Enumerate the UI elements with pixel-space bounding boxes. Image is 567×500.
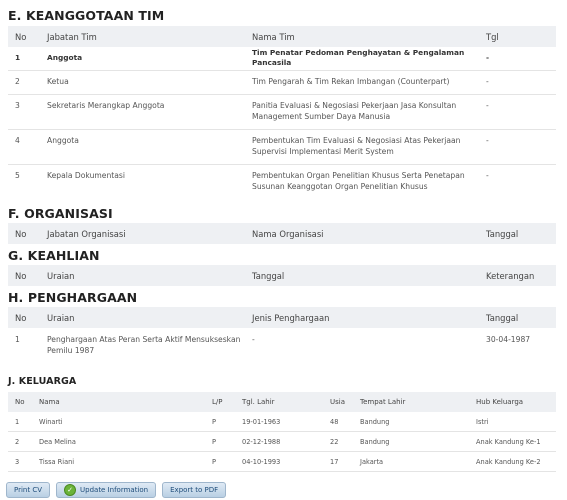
table-row: 1 Anggota Tim Penatar Pedoman Penghayatan & Pengalaman Pancasila - <box>8 47 556 70</box>
print-cv-button[interactable]: Print CV <box>6 482 50 498</box>
table-header: No Uraian Tanggal Keterangan <box>8 265 556 286</box>
table-row: 2 Ketua Tim Pengarah & Tim Rekan Imbangan (Counterpart) - <box>8 70 556 94</box>
table-header: No Jabatan Organisasi Nama Organisasi Tanggal <box>8 223 556 244</box>
team-membership-table <box>8 26 556 199</box>
update-information-button[interactable]: ✓ Update Information <box>56 482 156 498</box>
section-g-title: G. KEAHLIAN <box>8 248 100 263</box>
table-row: 1 Penghargaan Atas Peran Serta Aktif Mensukseskan Pemilu 1987 - 30-04-1987 <box>15 335 531 355</box>
table-row: 5 Kepala Dokumentasi Pembentukan Organ Penelitian Khusus Serta Penetapan Susunan Keanggotan Organ Penelitian Khusus - <box>15 170 489 191</box>
col-tgl: Tgl <box>486 26 556 47</box>
table-header: No Nama L/P Tgl. Lahir Usia Tempat Lahir Hub Keluarga <box>8 392 556 412</box>
table-header <box>8 26 556 47</box>
expertise-table <box>8 265 556 286</box>
col-no: No <box>8 26 47 47</box>
section-h-title: H. PENGHARGAAN <box>8 290 138 305</box>
export-pdf-button[interactable]: Export to PDF <box>162 482 226 498</box>
table-row: 2 Dea Melina P 02-12-1988 22 Bandung Anak Kandung Ke-1 <box>8 432 556 452</box>
section-e-title: E. KEANGGOTAAN TIM <box>8 8 165 23</box>
table-row: 3 Tissa Riani P 04-10-1993 17 Jakarta Anak Kandung Ke-2 <box>8 452 556 472</box>
award-table <box>8 307 556 363</box>
action-bar <box>6 482 226 499</box>
organization-table <box>8 223 556 244</box>
section-f-title: F. ORGANISASI <box>8 206 113 221</box>
family-table <box>8 392 556 472</box>
section-j-title: J. KELUARGA <box>8 376 77 387</box>
check-icon: ✓ <box>64 484 76 496</box>
table-header: No Uraian Jenis Penghargaan Tanggal <box>8 307 556 328</box>
col-nama-tim: Nama Tim <box>252 26 486 47</box>
table-row: 4 Anggota Pembentukan Tim Evaluasi & Negosiasi Atas Pekerjaan Supervisi Implementasi Merit System - <box>8 129 556 164</box>
table-row: 3 Sekretaris Merangkap Anggota Panitia Evaluasi & Negosiasi Pekerjaan Jasa Konsultan Management Sumber Daya Manusia - <box>8 94 556 129</box>
col-jabatan-tim: Jabatan Tim <box>47 26 252 47</box>
table-row: 1 Winarti P 19-01-1963 48 Bandung Istri <box>8 412 556 432</box>
